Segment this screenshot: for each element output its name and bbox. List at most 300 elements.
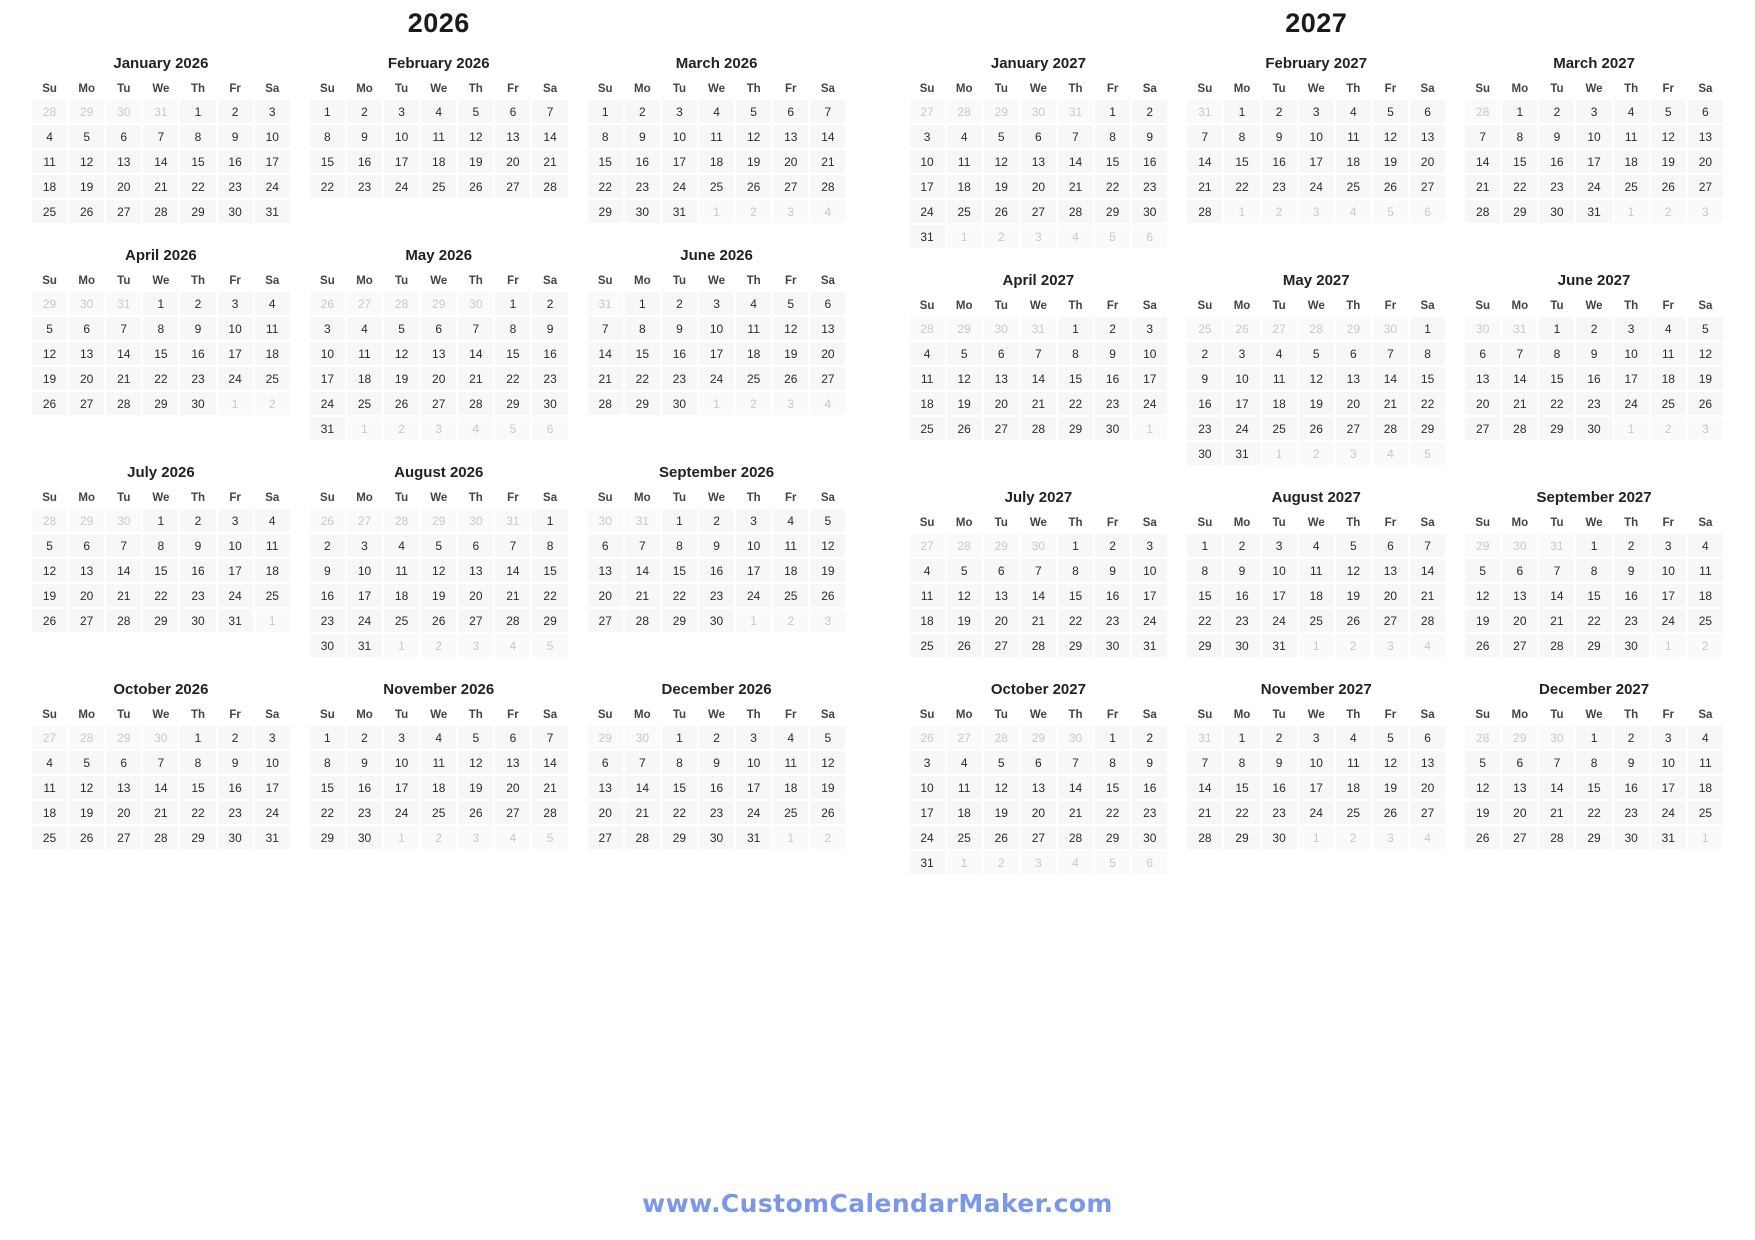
day-cell[interactable]: 15	[1058, 584, 1093, 607]
day-cell[interactable]: 17	[736, 559, 771, 582]
day-cell[interactable]: 12	[458, 125, 493, 148]
day-cell[interactable]: 29	[1095, 200, 1130, 223]
day-cell[interactable]: 2	[984, 851, 1019, 874]
day-cell[interactable]: 24	[736, 584, 771, 607]
day-cell[interactable]: 26	[1299, 417, 1334, 440]
day-cell[interactable]: 4	[1688, 534, 1723, 557]
day-cell[interactable]: 25	[947, 200, 982, 223]
day-cell[interactable]: 19	[984, 801, 1019, 824]
day-cell[interactable]: 19	[736, 150, 771, 173]
day-cell[interactable]: 17	[347, 584, 382, 607]
day-cell[interactable]: 27	[910, 534, 945, 557]
day-cell[interactable]: 30	[532, 392, 567, 415]
day-cell[interactable]: 14	[495, 559, 530, 582]
day-cell[interactable]: 8	[1224, 125, 1259, 148]
day-cell[interactable]: 4	[1410, 634, 1445, 657]
day-cell[interactable]: 6	[421, 317, 456, 340]
day-cell[interactable]: 17	[218, 559, 253, 582]
day-cell[interactable]: 17	[384, 150, 419, 173]
day-cell[interactable]: 26	[458, 801, 493, 824]
day-cell[interactable]: 2	[1614, 534, 1649, 557]
day-cell[interactable]: 5	[458, 100, 493, 123]
day-cell[interactable]: 31	[910, 225, 945, 248]
day-cell[interactable]: 26	[736, 175, 771, 198]
day-cell[interactable]: 17	[218, 342, 253, 365]
day-cell[interactable]: 25	[32, 826, 67, 849]
day-cell[interactable]: 27	[910, 100, 945, 123]
day-cell[interactable]: 23	[699, 584, 734, 607]
day-cell[interactable]: 2	[1262, 726, 1297, 749]
day-cell[interactable]: 10	[910, 150, 945, 173]
day-cell[interactable]: 10	[736, 534, 771, 557]
day-cell[interactable]: 30	[1021, 100, 1056, 123]
day-cell[interactable]: 29	[421, 292, 456, 315]
day-cell[interactable]: 13	[1465, 367, 1500, 390]
day-cell[interactable]: 20	[1410, 776, 1445, 799]
day-cell[interactable]: 18	[1651, 367, 1686, 390]
day-cell[interactable]: 21	[1410, 584, 1445, 607]
day-cell[interactable]: 6	[1502, 559, 1537, 582]
day-cell[interactable]: 5	[532, 634, 567, 657]
day-cell[interactable]: 21	[625, 801, 660, 824]
day-cell[interactable]: 6	[984, 342, 1019, 365]
day-cell[interactable]: 24	[1651, 801, 1686, 824]
day-cell[interactable]: 25	[736, 367, 771, 390]
day-cell[interactable]: 1	[1058, 534, 1093, 557]
day-cell[interactable]: 19	[984, 175, 1019, 198]
day-cell[interactable]: 4	[347, 317, 382, 340]
day-cell[interactable]: 1	[1132, 417, 1167, 440]
day-cell[interactable]: 24	[347, 609, 382, 632]
day-cell[interactable]: 1	[180, 726, 215, 749]
day-cell[interactable]: 18	[421, 150, 456, 173]
day-cell[interactable]: 2	[1299, 442, 1334, 465]
day-cell[interactable]: 20	[1502, 609, 1537, 632]
day-cell[interactable]: 28	[947, 534, 982, 557]
day-cell[interactable]: 7	[106, 534, 141, 557]
day-cell[interactable]: 23	[180, 367, 215, 390]
day-cell[interactable]: 24	[384, 801, 419, 824]
day-cell[interactable]: 29	[69, 100, 104, 123]
day-cell[interactable]: 2	[1095, 534, 1130, 557]
day-cell[interactable]: 5	[1465, 751, 1500, 774]
day-cell[interactable]: 8	[1539, 342, 1574, 365]
day-cell[interactable]: 18	[347, 367, 382, 390]
day-cell[interactable]: 4	[1336, 726, 1371, 749]
day-cell[interactable]: 5	[1095, 225, 1130, 248]
day-cell[interactable]: 28	[32, 509, 67, 532]
day-cell[interactable]: 14	[1058, 776, 1093, 799]
day-cell[interactable]: 28	[69, 726, 104, 749]
day-cell[interactable]: 31	[143, 100, 178, 123]
day-cell[interactable]: 17	[910, 801, 945, 824]
day-cell[interactable]: 30	[625, 726, 660, 749]
day-cell[interactable]: 24	[218, 367, 253, 390]
day-cell[interactable]: 6	[810, 292, 845, 315]
day-cell[interactable]: 14	[810, 125, 845, 148]
day-cell[interactable]: 25	[910, 634, 945, 657]
day-cell[interactable]: 19	[810, 559, 845, 582]
day-cell[interactable]: 27	[1688, 175, 1723, 198]
day-cell[interactable]: 31	[255, 826, 290, 849]
day-cell[interactable]: 26	[1373, 801, 1408, 824]
day-cell[interactable]: 1	[662, 509, 697, 532]
day-cell[interactable]: 1	[1576, 726, 1611, 749]
day-cell[interactable]: 12	[69, 776, 104, 799]
day-cell[interactable]: 14	[106, 559, 141, 582]
day-cell[interactable]: 7	[143, 125, 178, 148]
day-cell[interactable]: 24	[384, 175, 419, 198]
day-cell[interactable]: 11	[1651, 342, 1686, 365]
day-cell[interactable]: 16	[347, 150, 382, 173]
day-cell[interactable]: 8	[625, 317, 660, 340]
day-cell[interactable]: 30	[106, 509, 141, 532]
day-cell[interactable]: 28	[1058, 826, 1093, 849]
day-cell[interactable]: 5	[32, 317, 67, 340]
day-cell[interactable]: 20	[69, 584, 104, 607]
day-cell[interactable]: 2	[810, 826, 845, 849]
day-cell[interactable]: 9	[1132, 125, 1167, 148]
day-cell[interactable]: 31	[1187, 726, 1222, 749]
day-cell[interactable]: 15	[625, 342, 660, 365]
day-cell[interactable]: 28	[1465, 100, 1500, 123]
website-link[interactable]: www.CustomCalendarMaker.com	[642, 1189, 1113, 1218]
day-cell[interactable]: 26	[1465, 634, 1500, 657]
day-cell[interactable]: 21	[1187, 175, 1222, 198]
day-cell[interactable]: 4	[421, 726, 456, 749]
day-cell[interactable]: 21	[1021, 609, 1056, 632]
day-cell[interactable]: 24	[662, 175, 697, 198]
day-cell[interactable]: 5	[1299, 342, 1334, 365]
day-cell[interactable]: 2	[625, 100, 660, 123]
day-cell[interactable]: 1	[773, 826, 808, 849]
day-cell[interactable]: 2	[984, 225, 1019, 248]
day-cell[interactable]: 31	[1651, 826, 1686, 849]
day-cell[interactable]: 1	[310, 726, 345, 749]
day-cell[interactable]: 31	[1058, 100, 1093, 123]
day-cell[interactable]: 21	[1058, 801, 1093, 824]
day-cell[interactable]: 5	[984, 751, 1019, 774]
day-cell[interactable]: 5	[532, 826, 567, 849]
day-cell[interactable]: 28	[984, 726, 1019, 749]
day-cell[interactable]: 8	[1095, 751, 1130, 774]
day-cell[interactable]: 1	[384, 826, 419, 849]
day-cell[interactable]: 6	[106, 751, 141, 774]
day-cell[interactable]: 6	[532, 417, 567, 440]
day-cell[interactable]: 17	[1262, 584, 1297, 607]
day-cell[interactable]: 1	[255, 609, 290, 632]
day-cell[interactable]: 1	[1095, 726, 1130, 749]
day-cell[interactable]: 3	[255, 726, 290, 749]
day-cell[interactable]: 27	[1502, 826, 1537, 849]
day-cell[interactable]: 31	[1262, 634, 1297, 657]
day-cell[interactable]: 25	[910, 417, 945, 440]
day-cell[interactable]: 4	[458, 417, 493, 440]
day-cell[interactable]: 18	[32, 801, 67, 824]
day-cell[interactable]: 17	[1299, 776, 1334, 799]
day-cell[interactable]: 6	[1502, 751, 1537, 774]
day-cell[interactable]: 29	[1224, 826, 1259, 849]
day-cell[interactable]: 1	[218, 392, 253, 415]
day-cell[interactable]: 30	[1132, 826, 1167, 849]
day-cell[interactable]: 4	[384, 534, 419, 557]
day-cell[interactable]: 26	[984, 826, 1019, 849]
day-cell[interactable]: 26	[32, 609, 67, 632]
day-cell[interactable]: 11	[1336, 125, 1371, 148]
day-cell[interactable]: 23	[1262, 801, 1297, 824]
day-cell[interactable]: 12	[984, 776, 1019, 799]
day-cell[interactable]: 21	[143, 175, 178, 198]
day-cell[interactable]: 19	[384, 367, 419, 390]
day-cell[interactable]: 22	[1539, 392, 1574, 415]
day-cell[interactable]: 30	[180, 392, 215, 415]
day-cell[interactable]: 24	[255, 175, 290, 198]
day-cell[interactable]: 31	[495, 509, 530, 532]
day-cell[interactable]: 3	[810, 609, 845, 632]
day-cell[interactable]: 29	[1336, 317, 1371, 340]
day-cell[interactable]: 3	[1224, 342, 1259, 365]
day-cell[interactable]: 28	[1539, 826, 1574, 849]
day-cell[interactable]: 1	[310, 100, 345, 123]
day-cell[interactable]: 26	[910, 726, 945, 749]
day-cell[interactable]: 26	[810, 801, 845, 824]
day-cell[interactable]: 4	[1299, 534, 1334, 557]
day-cell[interactable]: 6	[1021, 125, 1056, 148]
day-cell[interactable]: 27	[1021, 826, 1056, 849]
day-cell[interactable]: 2	[736, 392, 771, 415]
day-cell[interactable]: 7	[588, 317, 623, 340]
day-cell[interactable]: 7	[1021, 342, 1056, 365]
day-cell[interactable]: 17	[1576, 150, 1611, 173]
day-cell[interactable]: 25	[1336, 801, 1371, 824]
day-cell[interactable]: 11	[773, 534, 808, 557]
day-cell[interactable]: 29	[1502, 726, 1537, 749]
day-cell[interactable]: 22	[662, 584, 697, 607]
day-cell[interactable]: 26	[69, 200, 104, 223]
day-cell[interactable]: 3	[218, 292, 253, 315]
day-cell[interactable]: 21	[532, 150, 567, 173]
day-cell[interactable]: 1	[1262, 442, 1297, 465]
day-cell[interactable]: 23	[1132, 801, 1167, 824]
day-cell[interactable]: 31	[1187, 100, 1222, 123]
day-cell[interactable]: 19	[458, 776, 493, 799]
day-cell[interactable]: 28	[458, 392, 493, 415]
day-cell[interactable]: 7	[810, 100, 845, 123]
day-cell[interactable]: 24	[910, 826, 945, 849]
day-cell[interactable]: 4	[947, 125, 982, 148]
day-cell[interactable]: 17	[736, 776, 771, 799]
day-cell[interactable]: 2	[1614, 726, 1649, 749]
day-cell[interactable]: 20	[588, 584, 623, 607]
day-cell[interactable]: 26	[1651, 175, 1686, 198]
day-cell[interactable]: 3	[1688, 200, 1723, 223]
day-cell[interactable]: 4	[1058, 225, 1093, 248]
day-cell[interactable]: 14	[625, 559, 660, 582]
day-cell[interactable]: 28	[495, 609, 530, 632]
day-cell[interactable]: 30	[218, 826, 253, 849]
day-cell[interactable]: 29	[421, 509, 456, 532]
day-cell[interactable]: 24	[1132, 392, 1167, 415]
day-cell[interactable]: 25	[421, 801, 456, 824]
day-cell[interactable]: 5	[69, 125, 104, 148]
day-cell[interactable]: 3	[1299, 726, 1334, 749]
day-cell[interactable]: 21	[1502, 392, 1537, 415]
day-cell[interactable]: 22	[310, 175, 345, 198]
day-cell[interactable]: 5	[947, 342, 982, 365]
day-cell[interactable]: 5	[947, 559, 982, 582]
day-cell[interactable]: 17	[255, 150, 290, 173]
day-cell[interactable]: 29	[1058, 417, 1093, 440]
day-cell[interactable]: 5	[1651, 100, 1686, 123]
day-cell[interactable]: 15	[180, 776, 215, 799]
day-cell[interactable]: 25	[421, 175, 456, 198]
day-cell[interactable]: 8	[180, 125, 215, 148]
day-cell[interactable]: 10	[310, 342, 345, 365]
day-cell[interactable]: 7	[532, 726, 567, 749]
day-cell[interactable]: 14	[1465, 150, 1500, 173]
day-cell[interactable]: 30	[1095, 417, 1130, 440]
day-cell[interactable]: 23	[1262, 175, 1297, 198]
day-cell[interactable]: 15	[310, 776, 345, 799]
day-cell[interactable]: 23	[699, 801, 734, 824]
day-cell[interactable]: 26	[310, 509, 345, 532]
day-cell[interactable]: 7	[1539, 751, 1574, 774]
day-cell[interactable]: 1	[1299, 826, 1334, 849]
day-cell[interactable]: 19	[1373, 150, 1408, 173]
day-cell[interactable]: 30	[588, 509, 623, 532]
day-cell[interactable]: 1	[347, 417, 382, 440]
day-cell[interactable]: 29	[495, 392, 530, 415]
day-cell[interactable]: 19	[947, 609, 982, 632]
day-cell[interactable]: 8	[143, 534, 178, 557]
day-cell[interactable]: 27	[1021, 200, 1056, 223]
day-cell[interactable]: 10	[384, 751, 419, 774]
day-cell[interactable]: 30	[662, 392, 697, 415]
day-cell[interactable]: 2	[1336, 826, 1371, 849]
day-cell[interactable]: 26	[1688, 392, 1723, 415]
day-cell[interactable]: 3	[1132, 317, 1167, 340]
day-cell[interactable]: 8	[1502, 125, 1537, 148]
day-cell[interactable]: 23	[1095, 392, 1130, 415]
day-cell[interactable]: 27	[588, 609, 623, 632]
day-cell[interactable]: 16	[310, 584, 345, 607]
day-cell[interactable]: 16	[1132, 150, 1167, 173]
day-cell[interactable]: 23	[218, 801, 253, 824]
day-cell[interactable]: 20	[984, 609, 1019, 632]
day-cell[interactable]: 5	[32, 534, 67, 557]
day-cell[interactable]: 11	[32, 776, 67, 799]
day-cell[interactable]: 9	[699, 534, 734, 557]
day-cell[interactable]: 3	[218, 509, 253, 532]
day-cell[interactable]: 12	[32, 559, 67, 582]
day-cell[interactable]: 25	[1651, 392, 1686, 415]
day-cell[interactable]: 31	[662, 200, 697, 223]
day-cell[interactable]: 7	[1410, 534, 1445, 557]
day-cell[interactable]: 30	[1262, 826, 1297, 849]
day-cell[interactable]: 29	[69, 509, 104, 532]
day-cell[interactable]: 27	[421, 392, 456, 415]
day-cell[interactable]: 3	[347, 534, 382, 557]
day-cell[interactable]: 29	[588, 200, 623, 223]
day-cell[interactable]: 18	[773, 776, 808, 799]
day-cell[interactable]: 11	[1336, 751, 1371, 774]
day-cell[interactable]: 10	[1299, 125, 1334, 148]
day-cell[interactable]: 16	[1262, 776, 1297, 799]
day-cell[interactable]: 18	[1688, 776, 1723, 799]
day-cell[interactable]: 19	[947, 392, 982, 415]
day-cell[interactable]: 11	[1262, 367, 1297, 390]
day-cell[interactable]: 2	[218, 100, 253, 123]
day-cell[interactable]: 15	[1576, 584, 1611, 607]
day-cell[interactable]: 4	[1614, 100, 1649, 123]
day-cell[interactable]: 18	[255, 342, 290, 365]
day-cell[interactable]: 28	[1465, 726, 1500, 749]
day-cell[interactable]: 23	[1095, 609, 1130, 632]
day-cell[interactable]: 31	[218, 609, 253, 632]
day-cell[interactable]: 22	[1058, 392, 1093, 415]
day-cell[interactable]: 28	[1021, 417, 1056, 440]
day-cell[interactable]: 17	[310, 367, 345, 390]
day-cell[interactable]: 16	[1224, 584, 1259, 607]
day-cell[interactable]: 29	[106, 726, 141, 749]
day-cell[interactable]: 25	[773, 801, 808, 824]
day-cell[interactable]: 1	[947, 851, 982, 874]
day-cell[interactable]: 10	[1132, 342, 1167, 365]
day-cell[interactable]: 6	[588, 534, 623, 557]
day-cell[interactable]: 15	[1095, 150, 1130, 173]
day-cell[interactable]: 1	[1576, 534, 1611, 557]
day-cell[interactable]: 1	[699, 200, 734, 223]
day-cell[interactable]: 9	[1224, 559, 1259, 582]
day-cell[interactable]: 1	[143, 509, 178, 532]
day-cell[interactable]: 26	[1465, 826, 1500, 849]
day-cell[interactable]: 5	[1465, 559, 1500, 582]
day-cell[interactable]: 21	[625, 584, 660, 607]
day-cell[interactable]: 9	[1187, 367, 1222, 390]
day-cell[interactable]: 30	[218, 200, 253, 223]
day-cell[interactable]: 11	[947, 150, 982, 173]
day-cell[interactable]: 4	[773, 509, 808, 532]
day-cell[interactable]: 26	[69, 826, 104, 849]
day-cell[interactable]: 21	[1187, 801, 1222, 824]
day-cell[interactable]: 27	[69, 392, 104, 415]
day-cell[interactable]: 20	[1336, 392, 1371, 415]
day-cell[interactable]: 13	[1336, 367, 1371, 390]
day-cell[interactable]: 9	[1614, 559, 1649, 582]
day-cell[interactable]: 9	[310, 559, 345, 582]
day-cell[interactable]: 21	[495, 584, 530, 607]
day-cell[interactable]: 16	[1614, 776, 1649, 799]
day-cell[interactable]: 31	[1539, 534, 1574, 557]
day-cell[interactable]: 3	[1299, 200, 1334, 223]
day-cell[interactable]: 29	[662, 826, 697, 849]
day-cell[interactable]: 24	[1576, 175, 1611, 198]
day-cell[interactable]: 29	[180, 200, 215, 223]
day-cell[interactable]: 10	[736, 751, 771, 774]
day-cell[interactable]: 20	[984, 392, 1019, 415]
day-cell[interactable]: 14	[1058, 150, 1093, 173]
day-cell[interactable]: 17	[1651, 776, 1686, 799]
day-cell[interactable]: 22	[1502, 175, 1537, 198]
day-cell[interactable]: 8	[495, 317, 530, 340]
day-cell[interactable]: 29	[947, 317, 982, 340]
day-cell[interactable]: 1	[143, 292, 178, 315]
day-cell[interactable]: 12	[32, 342, 67, 365]
day-cell[interactable]: 2	[1132, 726, 1167, 749]
day-cell[interactable]: 18	[1336, 776, 1371, 799]
day-cell[interactable]: 6	[495, 726, 530, 749]
day-cell[interactable]: 25	[1688, 801, 1723, 824]
